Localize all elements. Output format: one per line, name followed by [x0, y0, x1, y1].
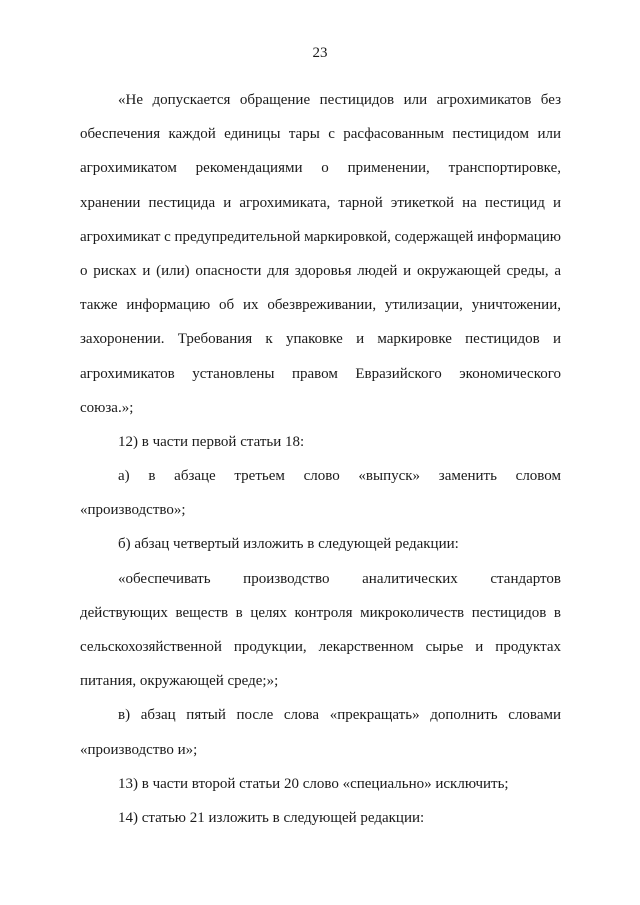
text-line: союза.»; [80, 399, 134, 416]
text-line: захоронении. Требования к упаковке и маркировке пестицидов и [80, 331, 561, 348]
text-line: о рисках и (или) опасности для здоровья людей и окружающей среды, а [80, 262, 561, 279]
text-line: в) абзац пятый после слова «прекращать» дополнить словами [118, 707, 561, 724]
text-line: агрохимикатов установлены правом Евразийского экономического [80, 365, 561, 382]
text-line: «производство и»; [80, 741, 198, 758]
text-line: питания, окружающей среде;»; [80, 673, 279, 690]
text-line: «обеспечивать производство аналитических стандартов [118, 570, 561, 587]
text-line: агрохимикат с предупредительной маркировкой, содержащей информацию [80, 228, 562, 245]
text-line: действующих веществ в целях контроля микроколичеств пестицидов в [80, 604, 561, 621]
text-line: 13) в части второй статьи 20 слово «специально» исключить; [118, 775, 509, 792]
text-line: б) абзац четвертый изложить в следующей редакции: [118, 536, 459, 553]
text-line: также информацию об их обезвреживании, утилизации, уничтожении, [80, 297, 561, 314]
text-line: сельскохозяйственной продукции, лекарственном сырье и продуктах [80, 639, 561, 655]
text-line: «Не допускается обращение пестицидов или агрохимикатов без [118, 92, 561, 108]
text-line: «производство»; [80, 502, 186, 519]
text-line: обеспечения каждой единицы тары с расфасованным пестицидом или [80, 126, 561, 143]
text-line: агрохимикатом рекомендациями о применении, транспортировке, [80, 160, 561, 177]
text-line: 12) в части первой статьи 18: [118, 433, 305, 450]
text-line: хранении пестицида и агрохимиката, тарной этикеткой на пестицид и [80, 194, 561, 211]
text-line: а) в абзаце третьем слово «выпуск» заменить словом [118, 468, 561, 485]
text-line: 14) статью 21 изложить в следующей редакции: [118, 809, 425, 826]
document-body [80, 83, 561, 835]
page-number: 23 [312, 45, 328, 61]
